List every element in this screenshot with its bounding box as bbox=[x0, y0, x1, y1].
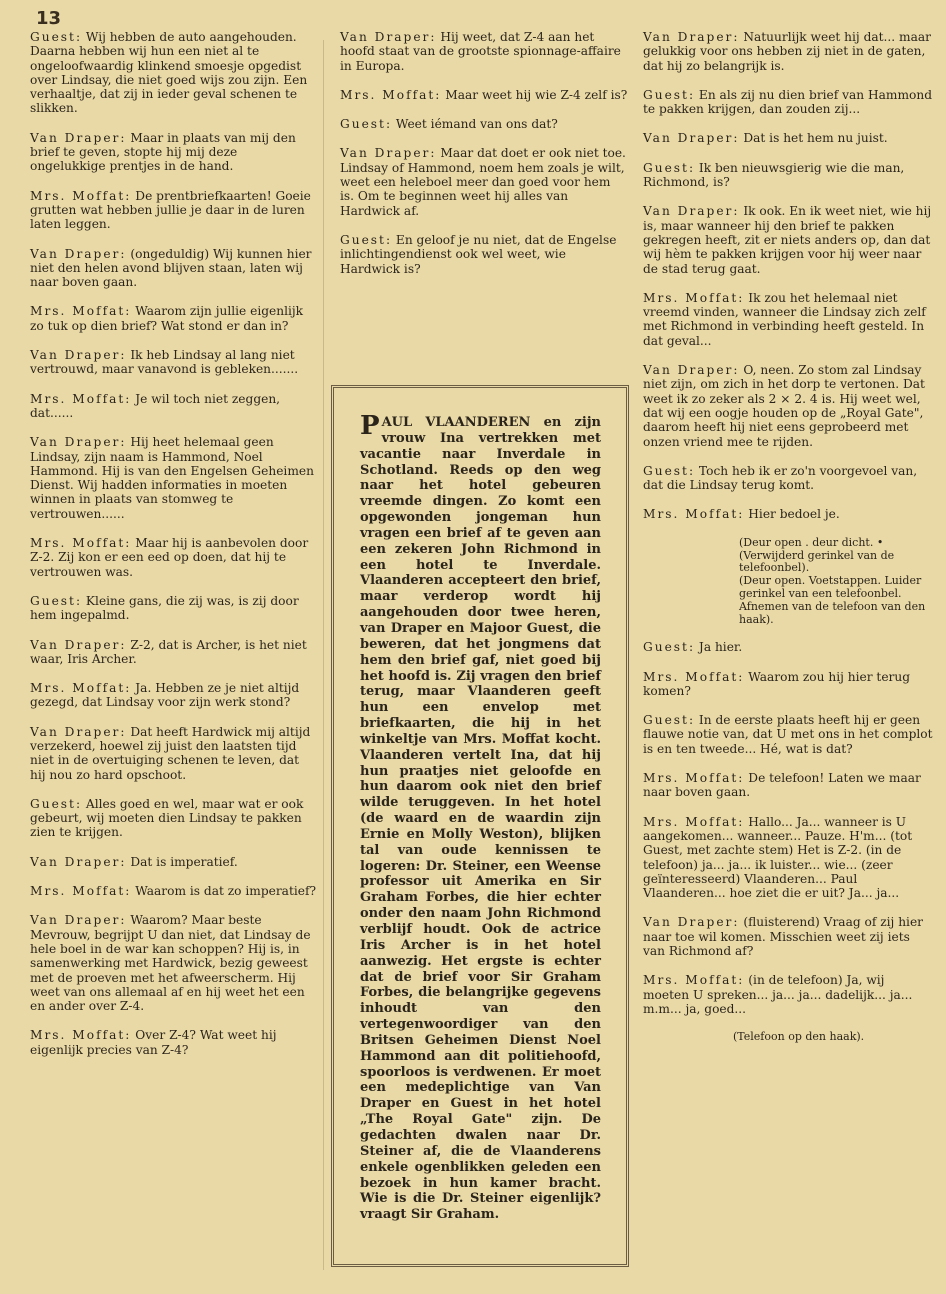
dialogue-line bbox=[643, 640, 933, 654]
dialogue-line bbox=[30, 30, 316, 116]
dialogue-line bbox=[643, 363, 933, 449]
speaker-name: Guest: bbox=[643, 160, 696, 175]
middle-column bbox=[340, 30, 628, 291]
dialogue-line bbox=[30, 638, 316, 667]
dialogue-line bbox=[30, 681, 316, 710]
dialogue-text: Over Z-4? Wat weet hij eigenlijk precies van Z-4? bbox=[30, 1028, 277, 1057]
dialogue-line bbox=[643, 713, 933, 756]
dialogue-text: Dat heeft Hardwick mij altijd verzekerd, hoewel zij juist den laatsten tijd niet in de overtuiging schenen te leven, dat hij nou zo hard opschoot. bbox=[30, 724, 311, 782]
speaker-name: Mrs. Moffat: bbox=[30, 884, 132, 899]
speaker-name: Van Draper: bbox=[30, 724, 127, 739]
dialogue-text: Natuurlijk weet hij dat... maar gelukkig voor ons hebben zij niet in de gaten, dat hij zo belangrijk is. bbox=[643, 30, 931, 73]
dialogue-line bbox=[643, 771, 933, 800]
speaker-name: Mrs. Moffat: bbox=[30, 536, 132, 551]
dialogue-text: (ongeduldig) Wij kunnen hier niet den helen avond blijven staan, laten wij naar boven gaan. bbox=[30, 246, 312, 290]
synopsis-lead: AUL VLAANDEREN bbox=[381, 415, 531, 430]
speaker-name: Van Draper: bbox=[340, 146, 437, 161]
dialogue-text: Waarom? Maar beste Mevrouw, begrijpt U dan niet, dat Lindsay de hele boel in de war kan schoppen? Hij is, in samenwerking met Hardwick, bezig geweest met de proeven met het afweerscherm. Hij weet van ons allemaal af en hij weet het een en ander over Z-4. bbox=[30, 913, 311, 1014]
dialogue-line bbox=[643, 204, 933, 275]
dialogue-line bbox=[30, 1028, 316, 1057]
speaker-name: Mrs. Moffat: bbox=[643, 669, 745, 684]
dialogue-text: Wij hebben de auto aangehouden. Daarna hebben wij hun een niet al te ongeloofwaardig klinkend smoesje opgedist over Lindsay, die niet goed wijs zou zijn. Een verhaaltje, dat zij in ieder geval schenen te slikken. bbox=[30, 30, 308, 116]
synopsis-body: en zijn vrouw Ina vertrekken met vacantie naar Inverdale in Schotland. Reeds op den weg naar het hotel gebeuren vreemde dingen. Zo komt een opgewonden jongeman hun vragen een brief af te geven aan een zekeren John Richmond in een hotel te Inverdale. Vlaanderen accepteert den brief, maar verderop wordt hij aangehouden door twee heren, van Draper en Majoor Guest, die beweren, dat het jongmens dat hem den brief gaf, niet goed bij het hoofd is. Zij vragen den brief terug, maar Vlaanderen geeft hun een envelop met briefkaarten, die hij in het winkeltje van Mrs. Moffat kocht. Vlaanderen vertelt Ina, dat hij hun praatjes niet geloofde en hun daarom ook niet den brief wilde teruggeven. In het hotel (de waard en de waardin zijn Ernie en Molly Weston), blijken tal van oude kennissen te logeren: Dr. Steiner, een Weense professor uit Amerika en Sir Graham Forbes, die hier echter onder den naam John Richmond verblijf houdt. Ook de actrice Iris Archer is in het hotel aanwezig. Het ergste is echter dat de brief voor Sir Graham Forbes, die belangrijke gegevens inhoudt van den vertegenwoordiger van den Britsen Geheimen Dienst Noel Hammond aan dit politiehoofd, spoorloos is verdwenen. Er moet een medeplichtige van Van Draper en Guest in het hotel „The Royal Gate" zijn. De gedachten dwalen naar Dr. Steiner af, die de Vlaanderens enkele ogenblikken geleden een bezoek in hun kamer bracht. Wie is die Dr. Steiner eigenlijk? vraagt Sir Graham. bbox=[360, 415, 601, 1223]
speaker-name: Guest: bbox=[643, 463, 696, 478]
dialogue-text: Alles goed en wel, maar wat er ook gebeurt, wij moeten dien Lindsay te pakken zien te krijgen. bbox=[30, 796, 304, 840]
dialogue-line bbox=[30, 247, 316, 290]
dialogue-line bbox=[643, 670, 933, 699]
speaker-name: Guest: bbox=[340, 232, 393, 247]
dialogue-text: Waarom zou hij hier terug komen? bbox=[643, 669, 911, 698]
dialogue-text: (fluisterend) Vraag of zij hier naar toe wil komen. Misschien weet zij iets van Richmond af? bbox=[643, 915, 923, 959]
dialogue-line bbox=[340, 88, 628, 102]
dialogue-line bbox=[30, 536, 316, 579]
speaker-name: Van Draper: bbox=[30, 854, 127, 869]
dialogue-text: Waarom is dat zo imperatief? bbox=[131, 884, 317, 899]
dialogue-text: Hij weet, dat Z-4 aan het hoofd staat van de grootste spionnage-affaire in Europa. bbox=[340, 30, 621, 73]
dialogue-text: In de eerste plaats heeft hij er geen flauwe notie van, dat U met ons in het complot is en ten tweede... Hé, wat is dat? bbox=[643, 713, 933, 756]
dialogue-line bbox=[30, 797, 316, 840]
right-column bbox=[643, 30, 933, 1044]
speaker-name: Mrs. Moffat: bbox=[340, 87, 442, 102]
dialogue-line bbox=[643, 131, 933, 145]
dialogue-line bbox=[643, 915, 933, 958]
dialogue-text: Z-2, dat is Archer, is het niet waar, Iris Archer. bbox=[30, 637, 307, 666]
dialogue-line bbox=[340, 233, 628, 276]
stage-direction-line: (Deur open . deur dicht. • (Verwijderd gerinkel van de telefoonbel). bbox=[739, 535, 895, 575]
dialogue-text: Ik ook. En ik weet niet, wie hij is, maar wanneer hij den brief te pakken gekregen heeft, zit er niets anders op, dan dat wij hèm te pakken krijgen voor hij weer naar de stad terug gaat. bbox=[643, 204, 932, 276]
speaker-name: Mrs. Moffat: bbox=[643, 814, 745, 829]
dialogue-line bbox=[30, 348, 316, 377]
speaker-name: Guest: bbox=[643, 87, 696, 102]
speaker-name: Guest: bbox=[30, 796, 83, 811]
dialogue-text: Hij heet helemaal geen Lindsay, zijn naam is Hammond, Noel Hammond. Hij is van den Engelsen Geheimen Dienst. Wij hadden informaties in moeten winnen in plaats van stomweg te vertrouwen...... bbox=[30, 435, 314, 521]
synopsis-box bbox=[331, 385, 629, 1267]
stage-direction bbox=[739, 537, 933, 627]
speaker-name: Mrs. Moffat: bbox=[30, 1028, 132, 1043]
dialogue-text: Ja hier. bbox=[695, 640, 743, 655]
dialogue-text: Maar hij is aanbevolen door Z-2. Zij kon er een eed op doen, dat hij te vertrouwen was. bbox=[30, 536, 309, 579]
speaker-name: Mrs. Moffat: bbox=[30, 304, 132, 319]
speaker-name: Van Draper: bbox=[643, 363, 740, 378]
dialogue-text: Weet iémand van ons dat? bbox=[392, 117, 558, 132]
speaker-name: Van Draper: bbox=[30, 246, 127, 261]
dialogue-text: Toch heb ik er zo'n voorgevoel van, dat die Lindsay terug komt. bbox=[643, 463, 918, 493]
dialogue-line bbox=[643, 973, 933, 1016]
dialogue-line bbox=[643, 30, 933, 73]
dialogue-line bbox=[30, 189, 316, 232]
dialogue-text: Ik heb Lindsay al lang niet vertrouwd, maar vanavond is gebleken....... bbox=[30, 348, 299, 377]
speaker-name: Mrs. Moffat: bbox=[643, 507, 745, 522]
speaker-name: Van Draper: bbox=[340, 30, 437, 44]
dialogue-line bbox=[643, 815, 933, 901]
speaker-name: Mrs. Moffat: bbox=[643, 290, 745, 305]
speaker-name: Van Draper: bbox=[30, 130, 127, 145]
dialogue-text: O, neen. Zo stom zal Lindsay niet zijn, om zich in het dorp te vertonen. Dat weet ik zo zeker als 2 × 2. 4 is. Hij weet wel, dat wij een oogje houden op de „Royal Gate", daarom heeft hij niet eens geprobeerd met onzen vriend mee te rijden. bbox=[643, 363, 925, 449]
dialogue-text: En geloof je nu niet, dat de Engelse inlichtingendienst ook wel weet, wie Hardwick is? bbox=[340, 232, 617, 276]
dialogue-line bbox=[30, 855, 316, 869]
speaker-name: Mrs. Moffat: bbox=[30, 391, 132, 406]
speaker-name: Van Draper: bbox=[643, 915, 740, 930]
dialogue-text: Ik ben nieuwsgierig wie die man, Richmond, is? bbox=[643, 160, 905, 190]
dialogue-text: Hier bedoel je. bbox=[744, 507, 840, 522]
speaker-name: Van Draper: bbox=[30, 637, 127, 652]
dialogue-text: Waarom zijn jullie eigenlijk zo tuk op dien brief? Wat stond er dan in? bbox=[30, 304, 304, 333]
speaker-name: Guest: bbox=[340, 117, 393, 132]
dialogue-line bbox=[340, 117, 628, 131]
dialogue-line bbox=[30, 725, 316, 782]
dialogue-line bbox=[643, 507, 933, 521]
speaker-name: Mrs. Moffat: bbox=[643, 771, 745, 786]
dialogue-text: Ik zou het helemaal niet vreemd vinden, wanneer die Lindsay zich zelf met Richmond in verbinding heeft gesteld. In dat geval... bbox=[643, 290, 926, 348]
dialogue-text: De telefoon! Laten we maar naar boven gaan. bbox=[643, 771, 921, 800]
speaker-name: Mrs. Moffat: bbox=[30, 188, 132, 203]
dialogue-line bbox=[643, 464, 933, 493]
dialogue-text: Dat is het hem nu juist. bbox=[739, 131, 888, 146]
synopsis-dropcap: P bbox=[360, 411, 380, 441]
dialogue-line bbox=[30, 884, 316, 898]
dialogue-text: Maar weet hij wie Z-4 zelf is? bbox=[441, 87, 628, 102]
dialogue-text: De prentbriefkaarten! Goeie grutten wat hebben jullie je daar in de luren laten leggen. bbox=[30, 188, 311, 232]
left-column bbox=[30, 30, 316, 1072]
dialogue-line bbox=[30, 435, 316, 521]
dialogue-text: Je wil toch niet zeggen, dat...... bbox=[30, 391, 281, 420]
dialogue-line bbox=[30, 594, 316, 623]
dialogue-line bbox=[643, 161, 933, 190]
speaker-name: Mrs. Moffat: bbox=[30, 681, 132, 696]
dialogue-text: Maar in plaats van mij den brief te geven, stopte hij mij deze ongelukkige prentjes in de hand. bbox=[30, 130, 296, 174]
closing-stage-direction: (Telefoon op den haak). bbox=[733, 1030, 865, 1044]
dialogue-line bbox=[30, 913, 316, 1013]
speaker-name: Guest: bbox=[30, 30, 83, 44]
dialogue-text: Maar dat doet er ook niet toe. Lindsay of Hammond, noem hem zoals je wilt, weet een heleboel meer dan goed voor hem is. Om te beginnen weet hij alles van Hardwick af. bbox=[340, 146, 626, 218]
synopsis-text bbox=[360, 411, 601, 1223]
dialogue-line bbox=[30, 131, 316, 174]
speaker-name: Van Draper: bbox=[643, 30, 740, 44]
stage-direction-line: (Deur open. Voetstappen. Luider gerinkel van een telefoonbel. Afnemen van de telefoon van den haak). bbox=[739, 574, 926, 626]
dialogue-line bbox=[340, 30, 628, 73]
column-divider bbox=[323, 40, 324, 1270]
dialogue-line bbox=[643, 291, 933, 348]
speaker-name: Van Draper: bbox=[643, 131, 740, 146]
dialogue-text: Dat is imperatief. bbox=[126, 854, 238, 869]
speaker-name: Van Draper: bbox=[30, 435, 127, 450]
dialogue-text: Kleine gans, die zij was, is zij door hem ingepalmd. bbox=[30, 593, 299, 623]
dialogue-line bbox=[340, 146, 628, 217]
dialogue-text: (in de telefoon) Ja, wij moeten U spreken... ja... ja... dadelijk... ja... m.m... ja, goed... bbox=[643, 973, 913, 1016]
speaker-name: Mrs. Moffat: bbox=[643, 973, 745, 988]
dialogue-line bbox=[30, 392, 316, 421]
dialogue-line bbox=[30, 304, 316, 333]
dialogue-text: Ja. Hebben ze je niet altijd gezegd, dat Lindsay voor zijn werk stond? bbox=[30, 681, 300, 710]
speaker-name: Guest: bbox=[643, 640, 696, 655]
dialogue-text: En als zij nu dien brief van Hammond te pakken krijgen, dan zouden zij... bbox=[643, 87, 933, 117]
speaker-name: Guest: bbox=[30, 593, 83, 608]
speaker-name: Van Draper: bbox=[30, 913, 127, 928]
speaker-name: Van Draper: bbox=[643, 204, 740, 219]
speaker-name: Van Draper: bbox=[30, 348, 127, 363]
speaker-name: Guest: bbox=[643, 713, 696, 728]
page-number: 13 bbox=[36, 8, 62, 29]
dialogue-line bbox=[643, 88, 933, 117]
dialogue-text: Hallo... Ja... wanneer is U aangekomen... wanneer... Pauze. H'm... (tot Guest, met zachte stem) Het is Z-2. (in de telefoon) ja... ja... ik luister... wie... (zeer geïnteresseerd) Vlaanderen... Paul Vlaanderen... hoe ziet die er uit? Ja... ja... bbox=[643, 814, 913, 901]
